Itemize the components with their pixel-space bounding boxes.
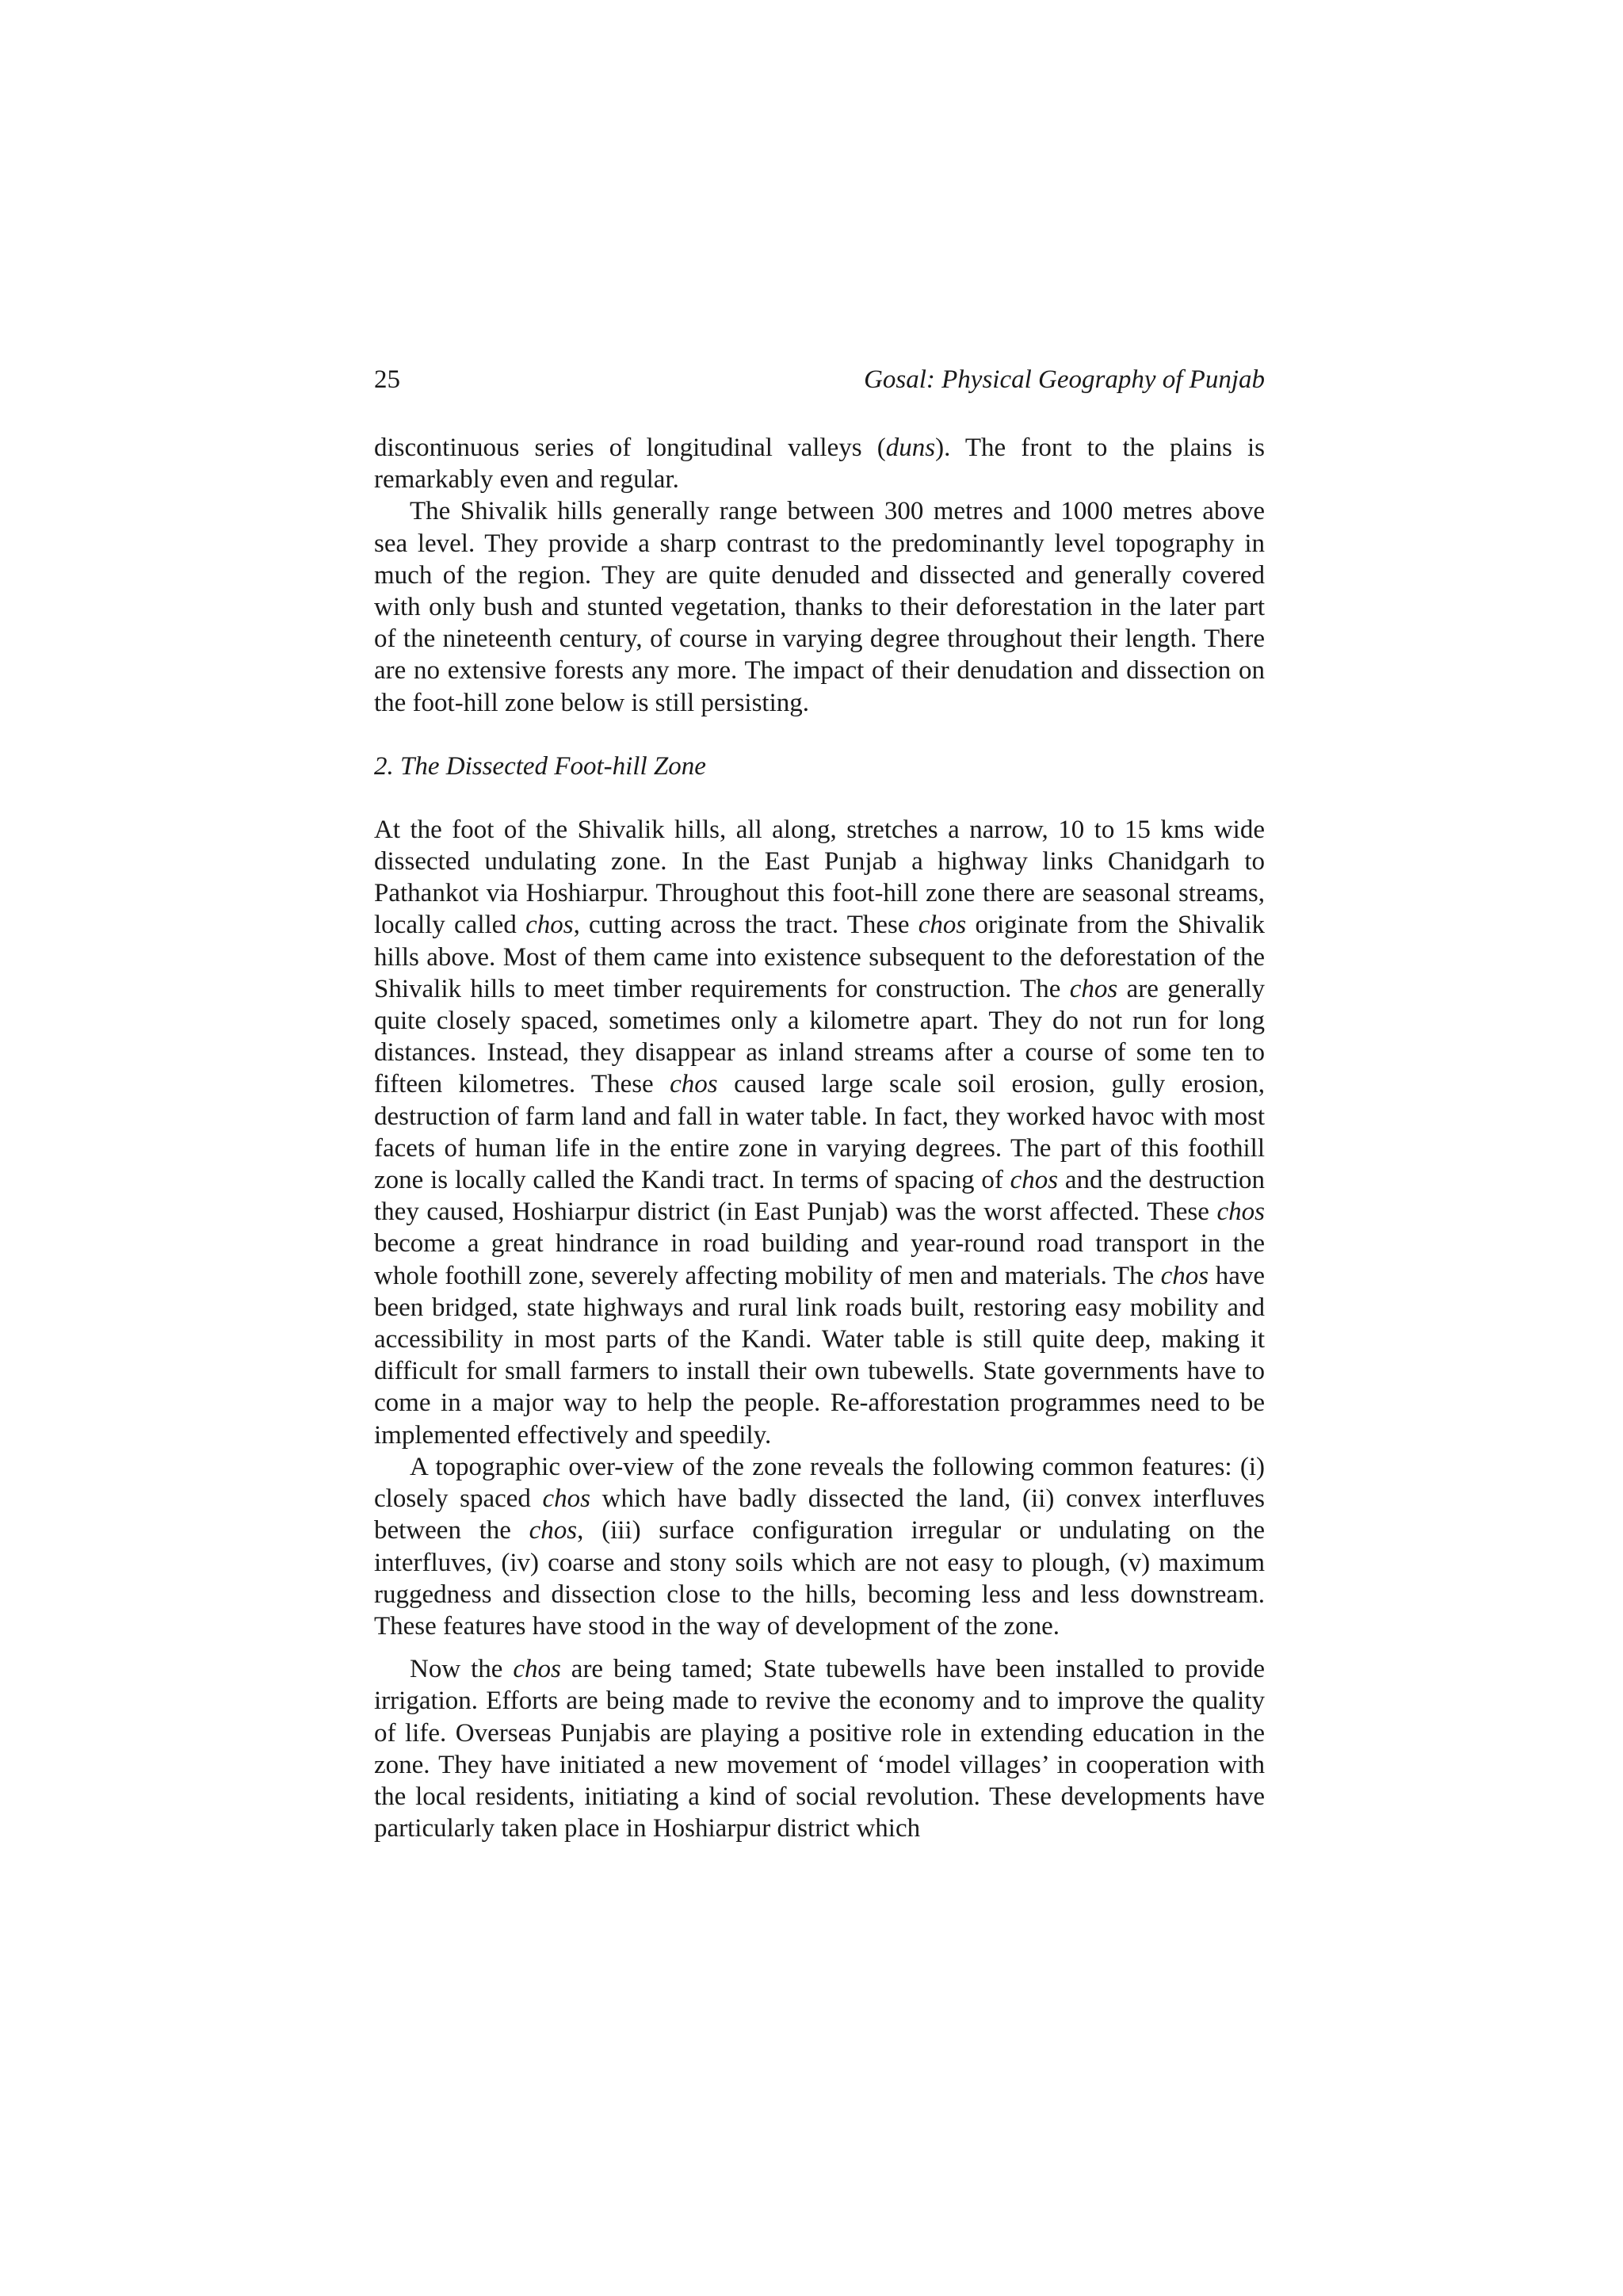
italic-term: chos xyxy=(513,1655,561,1684)
italic-term: chos xyxy=(1069,974,1118,1003)
italic-term: chos xyxy=(525,911,574,940)
italic-term: duns xyxy=(885,434,936,462)
paragraph: Now the chos are being tamed; State tubewells have been installed to provide irrigation. Efforts are being made to revive the economy and to improve the quality of life. Overseas Punjabis are playing a positive role in extending education in the zone. They have initiated a new movement of ‘model villages’ in cooperation with the local residents, initiating a kind of social revolution. These developments have particularly taken place in Hoshiarpur district which xyxy=(374,1655,1265,1843)
italic-term: chos xyxy=(1216,1198,1265,1227)
italic-term: chos xyxy=(918,911,967,940)
paragraph: A topographic over-view of the zone reveals the following common features: (i) closely spaced chos which have badly dissected the land, (ii) convex interfluves between the chos, (iii) surface configuration irregular or undulating on the interfluves, (iv) coarse and stony soils which are not easy to plough, (v) maximum ruggedness and dissection close to the hills, becoming less and less downstream. These features have stood in the way of development of the zone. xyxy=(374,1452,1265,1641)
section-heading: 2. The Dissected Foot-hill Zone xyxy=(374,751,706,781)
running-title: Gosal: Physical Geography of Punjab xyxy=(864,365,1265,394)
page-number: 25 xyxy=(374,365,400,394)
body-text xyxy=(374,432,1265,1844)
paragraph: discontinuous series of longitudinal valleys (duns). The front to the plains is remarkably even and regular. xyxy=(374,434,1265,495)
paragraph: At the foot of the Shivalik hills, all along, stretches a narrow, 10 to 15 kms wide dissected undulating zone. In the East Punjab a highway links Chanidgarh to Pathankot via Hoshiarpur. Throughout this foot-hill zone there are seasonal streams, locally called chos, cutting across the tract. These chos originate from the Shivalik hills above. Most of them came into existence subsequent to the deforestation of the Shivalik hills to meet timber requirements for construction. The chos are generally quite closely spaced, sometimes only a kilometre apart. They do not run for long distances. Instead, they disappear as inland streams after a course of some ten to fifteen kilometres. These chos caused large scale soil erosion, gully erosion, destruction of farm land and fall in water table. In fact, they worked havoc with most facets of human life in the entire zone in varying degrees. The part of this foothill zone is locally called the Kandi tract. In terms of spacing of chos and the destruction they caused, Hoshiarpur district (in East Punjab) was the worst affected. These chos become a great hindrance in road building and year-round road transport in the whole foothill zone, severely affecting mobility of men and materials. The chos have been bridged, state highways and rural link roads built, restoring easy mobility and accessibility in most parts of the Kandi. Water table is still quite deep, making it difficult for small farmers to install their own tubewells. State governments have to come in a major way to help the people. Re-afforestation programmes need to be implemented effectively and speedily. xyxy=(374,815,1266,1450)
italic-term: chos xyxy=(542,1484,591,1514)
running-header xyxy=(374,361,1265,399)
italic-term: chos xyxy=(1010,1166,1059,1195)
italic-term: chos xyxy=(529,1516,578,1545)
book-page xyxy=(374,361,1265,1844)
italic-term: chos xyxy=(1160,1261,1209,1290)
paragraph: The Shivalik hills generally range between 300 metres and 1000 metres above sea level. They provide a sharp contrast to the predominantly level topography in much of the region. They are quite denuded and dissected and generally covered with only bush and stunted vegetation, thanks to their deforestation in the later part of the nineteenth century, of course in varying degree throughout their length. There are no extensive forests any more. The impact of their denudation and dissection on the foot-hill zone below is still persisting. xyxy=(374,497,1265,717)
italic-term: chos xyxy=(670,1070,718,1099)
